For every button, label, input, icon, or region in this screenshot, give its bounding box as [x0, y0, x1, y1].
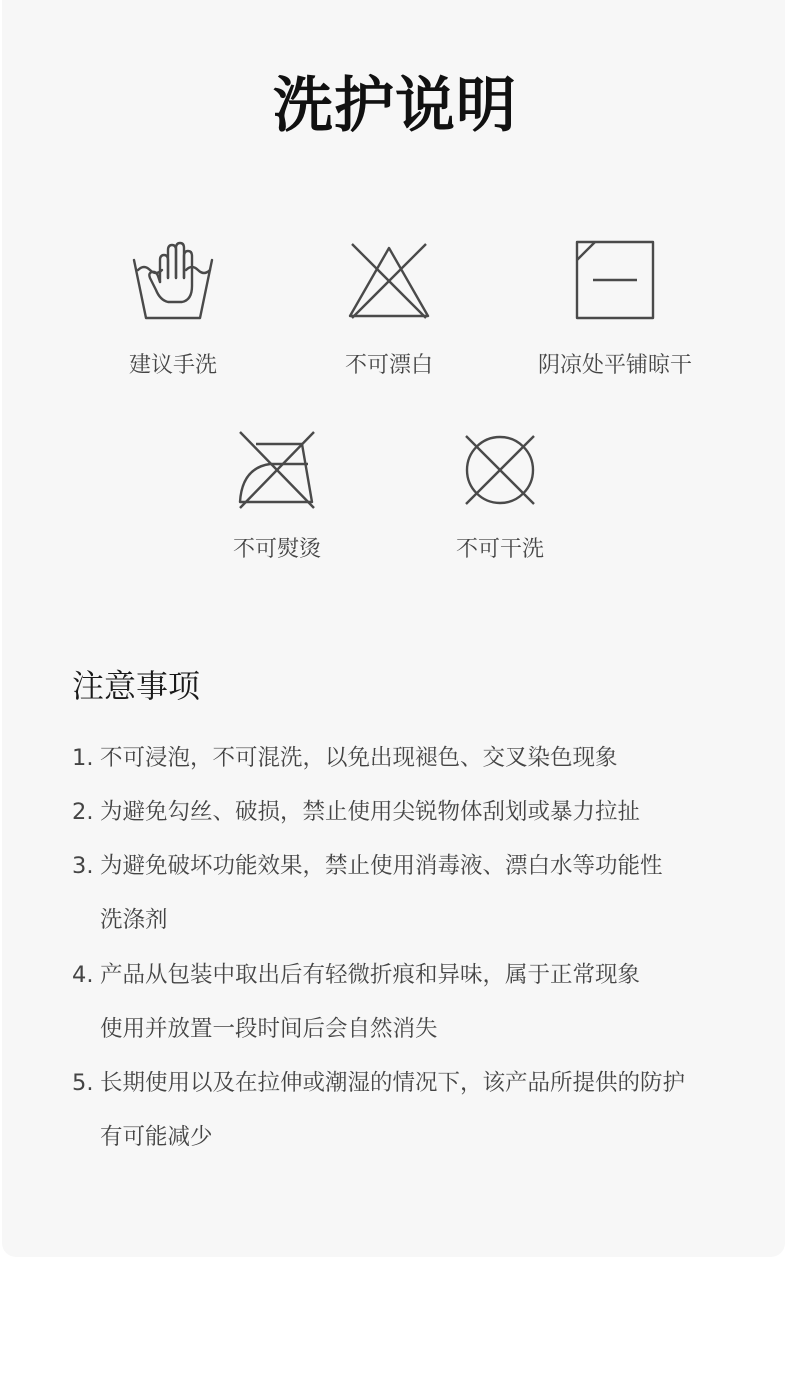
label-hand-wash: 建议手洗 [128, 353, 217, 378]
note-number: 5. [72, 1070, 94, 1096]
note-item [72, 797, 640, 827]
note-text: 为避免勾丝、破损，禁止使用尖锐物体刮划或暴力拉扯 [100, 799, 641, 825]
note-number: 4. [72, 962, 94, 988]
note-text: 产品从包装中取出后有轻微折痕和异味，属于正常现象 [100, 962, 641, 988]
note-text-continued: 使用并放置一段时间后会自然消失 [100, 1016, 438, 1042]
label-no-iron: 不可熨烫 [232, 537, 321, 562]
note-text-continued: 洗涤剂 [100, 907, 168, 933]
note-item [72, 1068, 685, 1098]
note-text: 不可浸泡，不可混洗，以免出现褪色、交叉染色现象 [100, 745, 618, 771]
no-iron-icon [236, 428, 318, 510]
note-number: 3. [72, 853, 94, 879]
note-number: 1. [72, 745, 94, 771]
label-no-dry-clean: 不可干洗 [455, 537, 544, 562]
no-dry-clean-icon [462, 432, 538, 508]
label-flat-dry-shade: 阴凉处平铺晾干 [537, 353, 692, 378]
note-text-continued: 有可能减少 [100, 1124, 213, 1150]
note-item [72, 851, 663, 881]
note-text: 长期使用以及在拉伸或潮湿的情况下，该产品所提供的防护 [100, 1070, 686, 1096]
note-number: 2. [72, 799, 94, 825]
page-title: 洗护说明 [273, 71, 517, 141]
note-item [72, 960, 640, 990]
notes-title: 注意事项 [72, 667, 201, 705]
no-bleach-icon [346, 240, 432, 320]
label-no-bleach: 不可漂白 [344, 353, 433, 378]
note-text: 为避免破坏功能效果，禁止使用消毒液、漂白水等功能性 [100, 853, 663, 879]
note-item [72, 743, 618, 773]
hand-wash-icon [130, 238, 216, 322]
flat-dry-shade-icon [575, 240, 655, 320]
